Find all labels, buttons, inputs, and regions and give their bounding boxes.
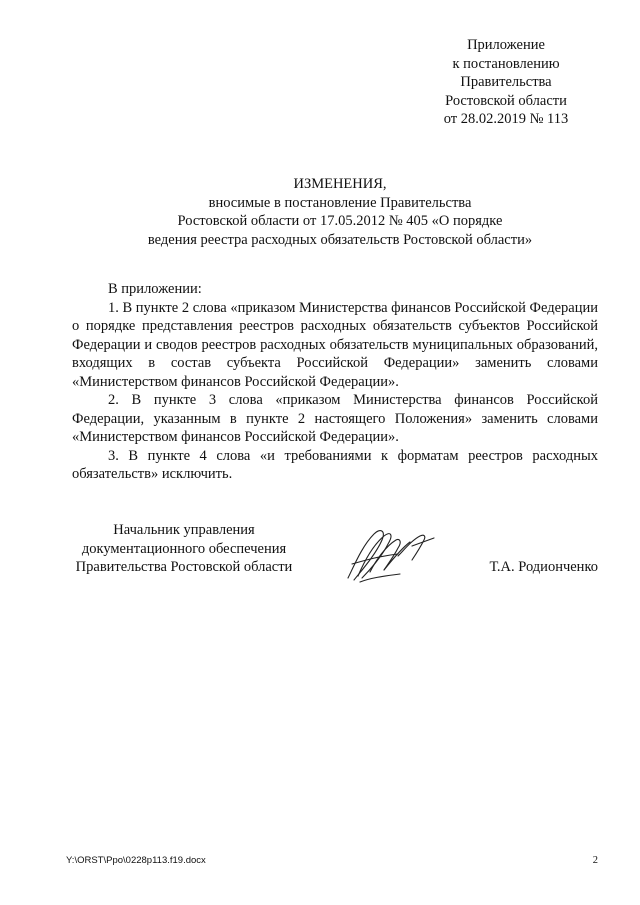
title-line: Ростовской области от 17.05.2012 № 405 «О порядке: [177, 213, 503, 229]
amendment-item-1: 1. В пункте 2 слова «приказом Министерства финансов Российской Федерации о порядке представления реестров расходных обязательств субъектов Российской Федерации и сводов реестров расходных обязательств муниципальных образований, входящих в состав субъекта Российской Федерации» заменить словами «Министерством финансов Российской Федерации».: [72, 299, 598, 390]
annex-line: Ростовской области: [445, 92, 567, 109]
body-intro: В приложении:: [108, 281, 202, 297]
annex-line: от 28.02.2019 № 113: [443, 111, 569, 127]
annex-line: Правительства: [460, 74, 552, 90]
annex-line: к постановлению: [452, 55, 560, 72]
position-line: Правительства Ростовской области: [75, 559, 293, 575]
signatory-position: [68, 521, 300, 577]
handwritten-signature: [340, 516, 440, 596]
title-heading: ИЗМЕНЕНИЯ,: [293, 176, 387, 192]
annex-line: Приложение: [467, 37, 545, 53]
page-number: 2: [592, 855, 598, 866]
document-title: [90, 175, 590, 249]
position-line: Начальник управления: [113, 522, 255, 538]
title-line: ведения реестра расходных обязательств Ростовской области»: [147, 231, 533, 248]
amendment-item-3: 3. В пункте 4 слова «и требованиями к форматам реестров расходных обязательств» исключить.: [72, 447, 598, 482]
footer-file-path: Y:\ORST\Ppo\0228p113.f19.docx: [66, 855, 206, 866]
document-body: [72, 280, 598, 484]
position-line: документационного обеспечения: [81, 540, 287, 557]
signer-name: Т.А. Родионченко: [489, 559, 598, 575]
annex-header: [400, 36, 612, 129]
title-line: вносимые в постановление Правительства: [208, 194, 472, 211]
amendment-item-2: 2. В пункте 3 слова «приказом Министерства финансов Российской Федерации, указанным в пункте 2 настоящего Положения» заменить словами «Министерством финансов Российской Федерации».: [72, 392, 598, 445]
